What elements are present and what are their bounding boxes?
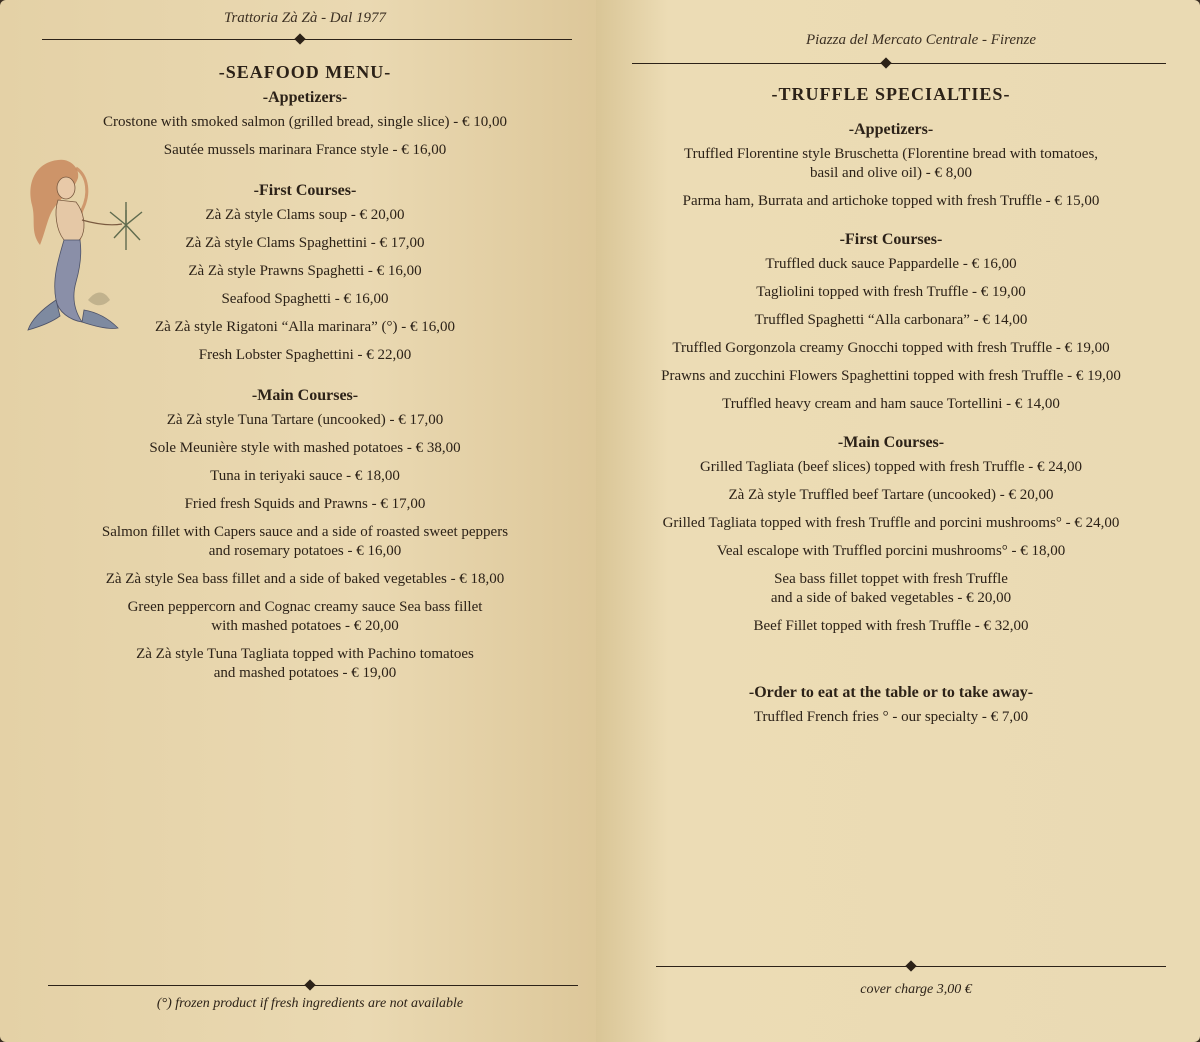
menu-item: Green peppercorn and Cognac creamy sauce Sea bass fillet with mashed potatoes - € 20,00 xyxy=(127,599,483,634)
menu-item: Fresh Lobster Spaghettini - € 22,00 xyxy=(198,347,412,363)
rule-diamond-icon xyxy=(905,960,916,971)
menu-item: Beef Fillet topped with fresh Truffle - € 32,00 xyxy=(753,618,1029,634)
menu-item: Prawns and zucchini Flowers Spaghettini topped with fresh Truffle - € 19,00 xyxy=(661,368,1121,384)
menu-item: Zà Zà style Sea bass fillet and a side of baked vegetables - € 18,00 xyxy=(105,571,505,587)
seafood-menu-title: -SEAFOOD MENU- xyxy=(218,62,392,82)
menu-item: Grilled Tagliata topped with fresh Truffle and porcini mushrooms° - € 24,00 xyxy=(662,515,1120,531)
section-title-main-courses: -Main Courses- xyxy=(251,387,359,404)
menu-item: Fried fresh Squids and Prawns - € 17,00 xyxy=(184,496,426,512)
menu-item: Truffled Gorgonzola creamy Gnocchi topped with fresh Truffle - € 19,00 xyxy=(672,340,1110,356)
menu-item: Zà Zà style Truffled beef Tartare (uncooked) - € 20,00 xyxy=(728,487,1054,503)
menu-item: Truffled duck sauce Pappardelle - € 16,00 xyxy=(765,256,1017,272)
menu-item: Truffled Florentine style Bruschetta (Florentine bread with tomatoes, basil and olive oil) - € 8,00 xyxy=(683,146,1099,181)
rule-diamond-icon xyxy=(304,979,315,990)
right-running-head: Piazza del Mercato Centrale - Firenze xyxy=(805,32,1037,48)
rule-diamond-icon xyxy=(880,57,891,68)
truffle-menu-content xyxy=(626,84,1156,736)
menu-item: Zà Zà style Tuna Tagliata topped with Pachino tomatoes and mashed potatoes - € 19,00 xyxy=(136,646,474,681)
seafood-menu-content xyxy=(60,62,550,692)
right-menu-page xyxy=(596,0,1200,1042)
menu-item: Parma ham, Burrata and artichoke topped with fresh Truffle - € 15,00 xyxy=(682,193,1100,209)
menu-item: Truffled heavy cream and ham sauce Tortellini - € 14,00 xyxy=(722,396,1060,412)
menu-item: Truffled Spaghetti “Alla carbonara” - € 14,00 xyxy=(754,312,1028,328)
section-title-main-courses: -Main Courses- xyxy=(837,434,945,451)
menu-item: Zà Zà style Clams soup - € 20,00 xyxy=(205,207,405,223)
section-title-takeaway: -Order to eat at the table or to take away- xyxy=(748,684,1034,701)
menu-item: Sea bass fillet toppet with fresh Truffle and a side of baked vegetables - € 20,00 xyxy=(770,571,1012,606)
right-header-rule xyxy=(632,63,1166,64)
menu-item: Salmon fillet with Capers sauce and a side of roasted sweet peppers and rosemary potatoes - € 16,00 xyxy=(101,524,509,559)
rule-diamond-icon xyxy=(294,33,305,44)
menu-item: Tagliolini topped with fresh Truffle - € 19,00 xyxy=(756,284,1026,300)
menu-item: Zà Zà style Rigatoni “Alla marinara” (°) - € 16,00 xyxy=(154,319,456,335)
menu-item: Truffled French fries ° - our specialty - € 7,00 xyxy=(753,709,1029,725)
menu-item: Sole Meunière style with mashed potatoes - € 38,00 xyxy=(149,440,461,456)
menu-item: Seafood Spaghetti - € 16,00 xyxy=(221,291,389,307)
menu-item: Zà Zà style Prawns Spaghetti - € 16,00 xyxy=(188,263,422,279)
menu-item: Zà Zà style Tuna Tartare (uncooked) - € 17,00 xyxy=(166,412,444,428)
section-title-appetizers: -Appetizers- xyxy=(848,121,934,138)
section-title-first-courses: -First Courses- xyxy=(253,182,357,199)
section-title-appetizers: -Appetizers- xyxy=(262,89,348,106)
left-running-head: Trattoria Zà Zà - Dal 1977 xyxy=(223,10,387,26)
frozen-product-footnote: (°) frozen product if fresh ingredients are not available xyxy=(156,996,464,1011)
left-header-rule xyxy=(42,39,572,40)
menu-item: Tuna in teriyaki sauce - € 18,00 xyxy=(210,468,400,484)
menu-item: Zà Zà style Clams Spaghettini - € 17,00 xyxy=(185,235,425,251)
cover-charge-note: cover charge 3,00 € xyxy=(860,982,972,997)
truffle-menu-title: -TRUFFLE SPECIALTIES- xyxy=(771,84,1011,104)
menu-item: Grilled Tagliata (beef slices) topped with fresh Truffle - € 24,00 xyxy=(699,459,1083,475)
menu-item: Crostone with smoked salmon (grilled bread, single slice) - € 10,00 xyxy=(102,114,508,130)
menu-item: Veal escalope with Truffled porcini mushrooms° - € 18,00 xyxy=(716,543,1066,559)
section-title-first-courses: -First Courses- xyxy=(839,231,943,248)
menu-item: Sautée mussels marinara France style - € 16,00 xyxy=(163,142,447,158)
